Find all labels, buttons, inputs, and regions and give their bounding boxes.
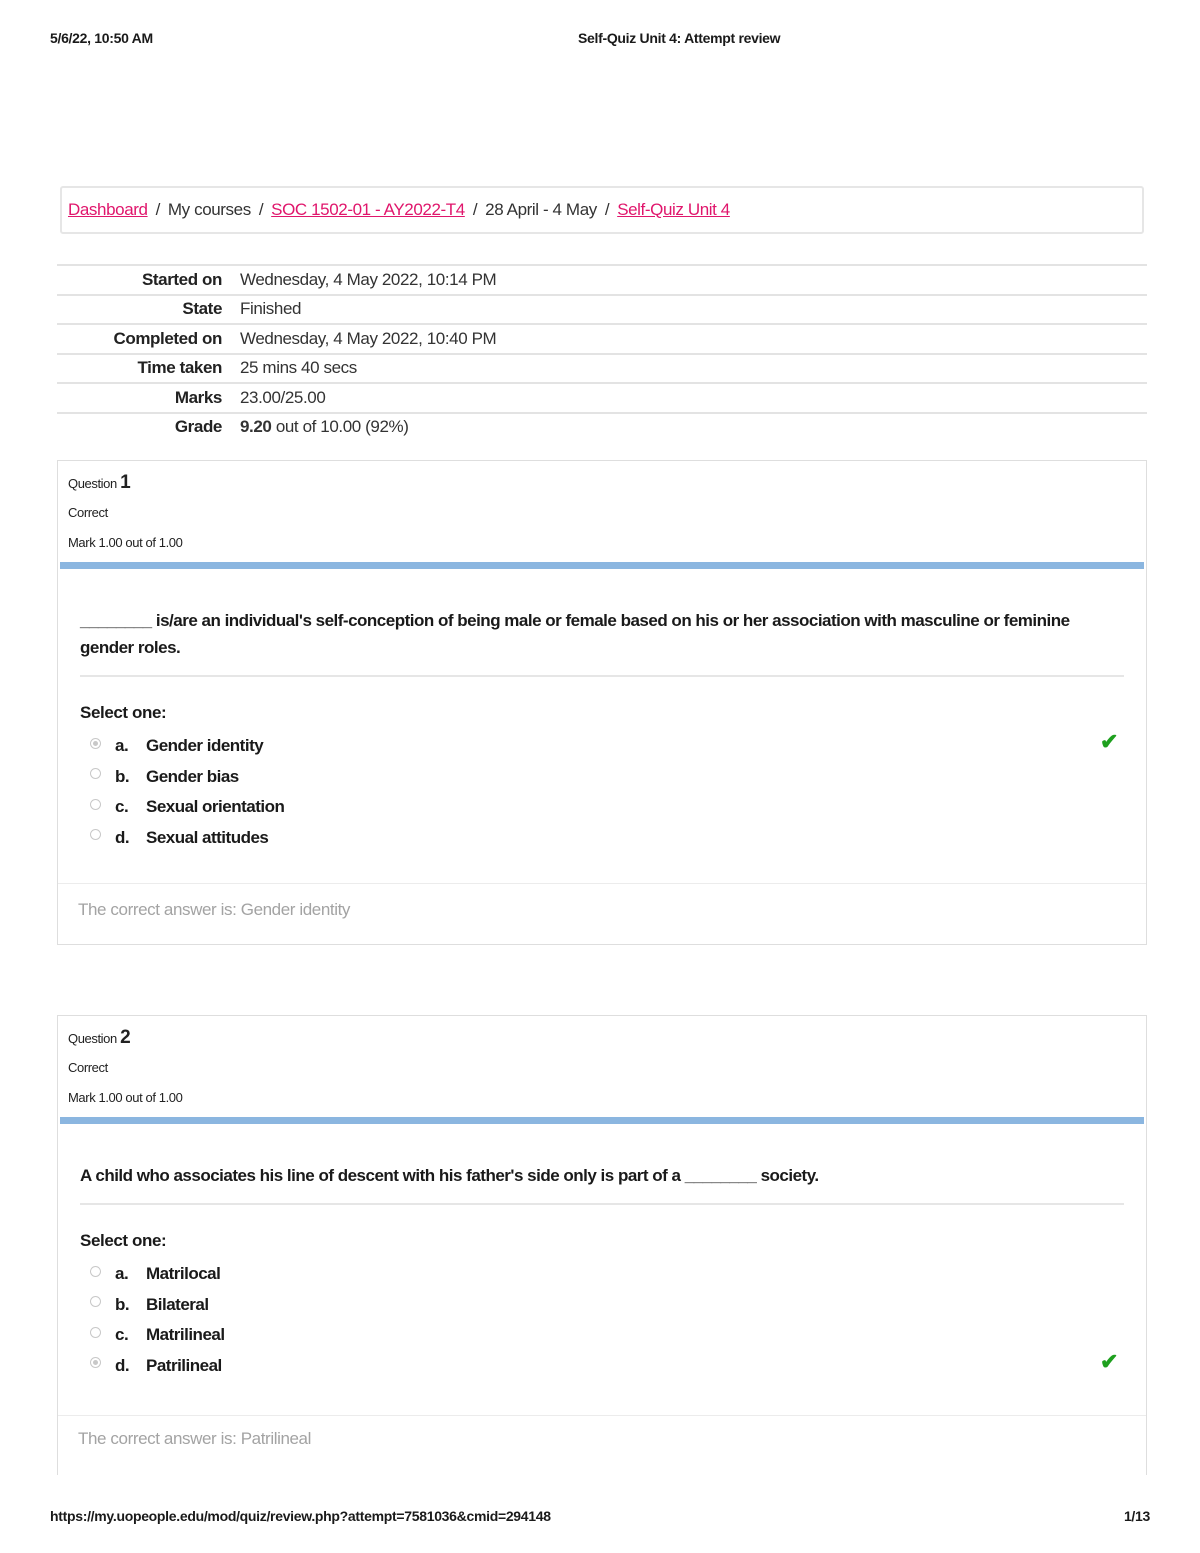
attempt-summary-table — [57, 264, 1147, 441]
answer-option[interactable] — [90, 1348, 1144, 1382]
question-content — [60, 1117, 1144, 1381]
question-text: A child who associates his line of descent with his father's side only is part of a ________ society. — [80, 1162, 1124, 1205]
answer-option[interactable] — [90, 731, 1144, 762]
radio-icon[interactable] — [90, 799, 101, 810]
answer-option[interactable] — [90, 762, 1144, 793]
check-icon: ✔ — [1100, 729, 1118, 754]
breadcrumb-separator: / — [258, 200, 264, 219]
print-page-number: 1/13 — [1123, 1508, 1150, 1524]
breadcrumb-separator: / — [155, 200, 160, 219]
summary-row — [57, 295, 1147, 325]
correct-answer-feedback: The correct answer is: Patrilineal — [78, 1429, 311, 1448]
question-content — [60, 562, 1144, 853]
answer-list — [90, 1259, 1144, 1381]
question-label: Question — [68, 476, 117, 491]
question-card — [57, 1015, 1147, 1475]
radio-icon[interactable] — [90, 1296, 101, 1307]
radio-icon[interactable] — [90, 829, 101, 840]
answer-option[interactable] — [90, 1320, 1144, 1351]
answer-letter: b. — [115, 766, 130, 786]
summary-value: Wednesday, 4 May 2022, 10:40 PM — [240, 324, 1147, 354]
summary-row — [57, 265, 1147, 295]
grade-label: Grade — [57, 413, 240, 442]
divider — [58, 883, 1146, 884]
answer-letter: b. — [115, 1294, 130, 1314]
answer-option[interactable] — [90, 823, 1144, 854]
breadcrumb-quiz-link[interactable]: Self-Quiz Unit 4 — [617, 200, 730, 219]
question-label: Question — [68, 1031, 117, 1046]
breadcrumb-separator: / — [604, 200, 610, 219]
summary-label: Started on — [57, 265, 240, 295]
summary-row — [57, 383, 1147, 413]
summary-row — [57, 354, 1147, 384]
grade-rest: out of 10.00 (92%) — [271, 417, 409, 437]
print-url: https://my.uopeople.edu/mod/quiz/review.php?attempt=7581036&cmid=294148 — [50, 1508, 551, 1524]
summary-row — [57, 413, 1147, 442]
print-title: Self-Quiz Unit 4: Attempt review — [578, 30, 781, 46]
answer-option[interactable] — [90, 1259, 1144, 1290]
radio-icon[interactable] — [90, 768, 101, 779]
question-state: Correct — [68, 505, 108, 520]
answer-text: Patrilineal — [146, 1355, 222, 1375]
answer-text: Sexual attitudes — [146, 827, 269, 847]
question-mark: Mark 1.00 out of 1.00 — [68, 1090, 183, 1105]
correct-answer-feedback: The correct answer is: Gender identity — [78, 900, 351, 919]
breadcrumb-course-link[interactable]: SOC 1502-01 - AY2022-T4 — [271, 200, 465, 219]
question-state: Correct — [68, 1060, 108, 1075]
question-number: 1 — [120, 472, 131, 493]
summary-value: 25 mins 40 secs — [240, 354, 1147, 384]
print-footer — [50, 1508, 1150, 1524]
print-datetime: 5/6/22, 10:50 AM — [50, 30, 153, 46]
breadcrumb-dashboard-link[interactable]: Dashboard — [68, 200, 148, 219]
radio-icon[interactable] — [90, 1266, 101, 1277]
breadcrumb-my-courses[interactable]: My courses — [167, 200, 251, 219]
divider — [58, 1415, 1146, 1416]
question-mark: Mark 1.00 out of 1.00 — [68, 535, 183, 550]
breadcrumb — [60, 186, 1144, 234]
question-info — [68, 1028, 182, 1118]
select-one-prompt: Select one: — [80, 1231, 167, 1250]
radio-selected-icon[interactable] — [90, 1357, 101, 1368]
answer-text: Gender identity — [146, 736, 264, 756]
answer-letter: c. — [115, 797, 129, 817]
summary-label: Marks — [57, 383, 240, 413]
check-icon: ✔ — [1100, 1348, 1118, 1374]
question-text: ________ is/are an individual's self-conception of being male or female based on his or her association with masculine or feminine gender roles. — [80, 607, 1124, 677]
answer-letter: a. — [115, 1264, 129, 1284]
summary-row — [57, 324, 1147, 354]
answer-text: Gender bias — [146, 766, 239, 786]
grade-value — [240, 413, 1147, 442]
answer-text: Matrilocal — [146, 1264, 221, 1284]
breadcrumb-separator: / — [472, 200, 478, 219]
question-info — [68, 473, 182, 563]
answer-text: Bilateral — [146, 1294, 209, 1314]
answer-option[interactable] — [90, 792, 1144, 823]
answer-option[interactable] — [90, 1290, 1144, 1321]
breadcrumb-week[interactable]: 28 April - 4 May — [485, 200, 597, 219]
summary-value: Finished — [240, 295, 1147, 325]
radio-selected-icon[interactable] — [90, 738, 101, 749]
select-one-prompt: Select one: — [80, 703, 167, 722]
answer-letter: d. — [115, 827, 130, 847]
answer-letter: c. — [115, 1325, 129, 1345]
grade-score: 9.20 — [240, 417, 272, 437]
question-card — [57, 460, 1147, 945]
answer-letter: a. — [115, 736, 129, 756]
summary-value: 23.00/25.00 — [240, 383, 1147, 413]
answer-letter: d. — [115, 1355, 130, 1375]
summary-value: Wednesday, 4 May 2022, 10:14 PM — [240, 265, 1147, 295]
summary-label: State — [57, 295, 240, 325]
question-number: 2 — [120, 1027, 131, 1048]
answer-text: Matrilineal — [146, 1325, 225, 1345]
radio-icon[interactable] — [90, 1327, 101, 1338]
answer-list — [90, 731, 1144, 853]
summary-label: Completed on — [57, 324, 240, 354]
summary-label: Time taken — [57, 354, 240, 384]
answer-text: Sexual orientation — [146, 797, 285, 817]
